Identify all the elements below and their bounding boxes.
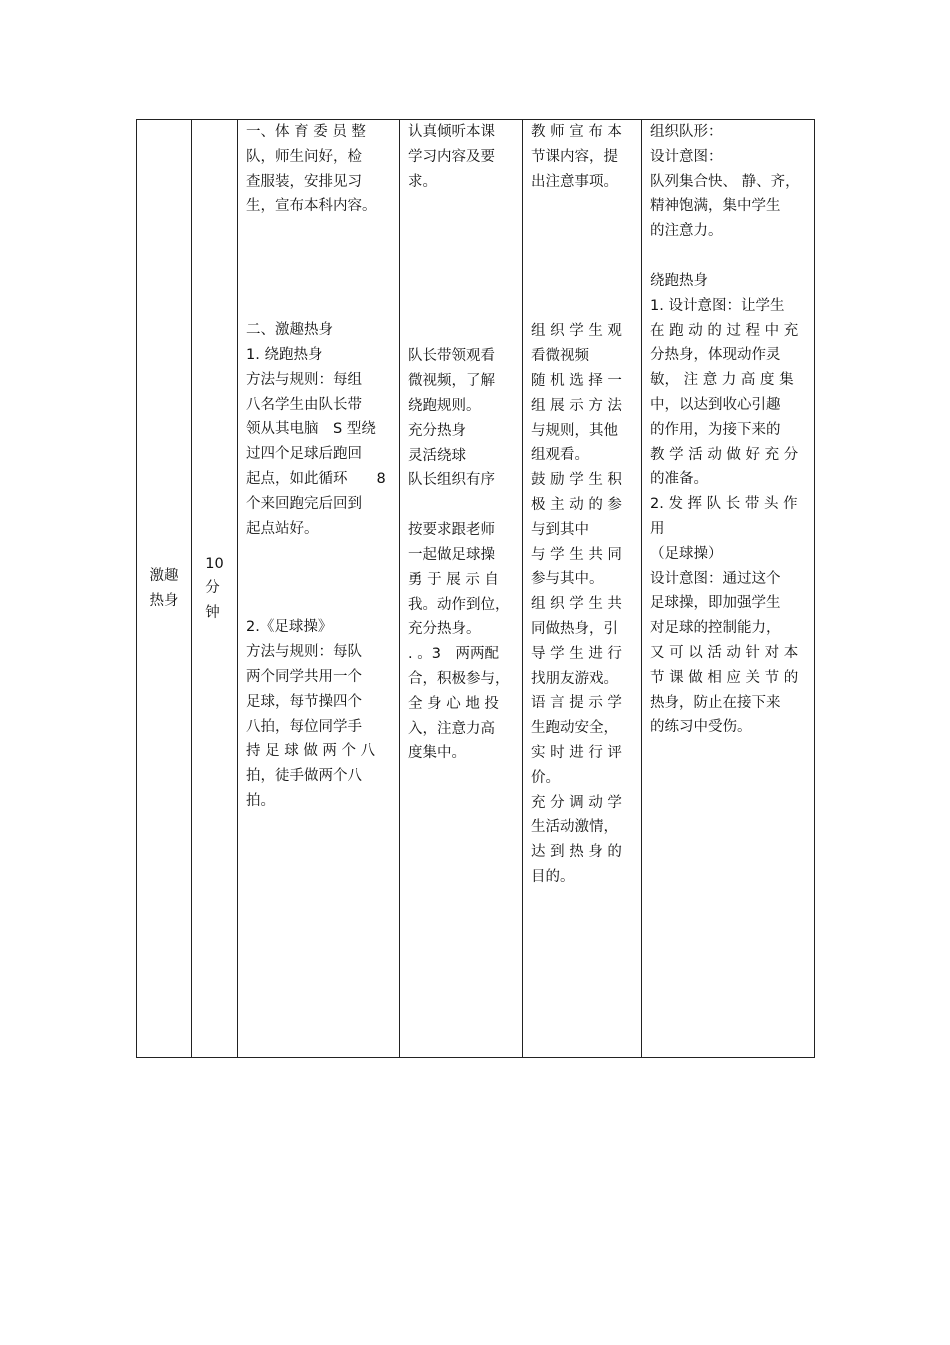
design-intent-cell bbox=[642, 120, 815, 1058]
student-warmup-text: 队长带领观看 微视频，了解 绕跑规则。 充分热身 灵活绕球 队长组织有序 bbox=[408, 348, 495, 489]
section-cell bbox=[137, 120, 192, 1058]
duration-label: 10 分 钟 bbox=[205, 555, 224, 621]
duration-cell bbox=[192, 120, 238, 1058]
intent-organization-text: 组织队形： 设计意图： 队列集合快、 静、齐， 精神饱满，集中学生 的注意力。 bbox=[650, 124, 800, 240]
teaching-content-cell bbox=[238, 120, 400, 1058]
teacher-assembly-text: 教 师 宣 布 本 节课内容，提 出注意事项。 bbox=[531, 124, 622, 190]
intent-warmup-text: 绕跑热身 1. 设计意图：让学生 在 跑 动 的 过 程 中 充 分热身，体现动作灵 敏， 注 意 力 高 度 集 中，以达到收心引趣 的作用，为接下来的 教 学 活 动 做 好 充 分 的准备。 2. 发 挥 队 长 带 头 作 用 （足球操） 设计意图：通过这个 足球操，即加强学生 对足球的控制能力， 又 可 以 活 动 针 对 本 节 课 做 相 应 关 节 的 热身，防止在接下来 的练习中受伤。 bbox=[650, 272, 799, 736]
teacher-activity-cell bbox=[523, 120, 642, 1058]
student-assembly-text: 认真倾听本课 学习内容及要 求。 bbox=[408, 124, 495, 190]
content-football-drill-text: 2.《足球操》 方法与规则：每队 两个同学共用一个 足球，每节操四个 八拍，每位同学手 持 足 球 做 两 个 八 拍，徒手做两个八 拍。 bbox=[246, 619, 376, 809]
lesson-plan-table bbox=[136, 119, 815, 1058]
content-assembly-text: 一、体 育 委 员 整 队，师生问好，检 查服装，安排见习 生，宣布本科内容。 bbox=[246, 124, 377, 215]
content-warmup-text: 二、激趣热身 1. 绕跑热身 方法与规则：每组 八名学生由队长带 领从其电脑 S 型绕 过四个足球后跑回 起点，如此循环 8 个来回跑完后回到 起点站好。 bbox=[246, 322, 386, 537]
student-football-drill-text: 按要求跟老师 一起做足球操 勇 于 展 示 自 我。动作到位， 充分热身。 . 。3 两两配 合，积极参与， 全 身 心 地 投 入，注意力高 度集中。 bbox=[408, 522, 510, 762]
section-label: 激趣 热身 bbox=[149, 567, 179, 609]
table-row bbox=[137, 120, 815, 1058]
student-activity-cell bbox=[400, 120, 523, 1058]
teacher-warmup-text: 组 织 学 生 观 看微视频 随 机 选 择 一 组 展 示 方 法 与规则，其他 组观看。 鼓 励 学 生 积 极 主 动 的 参 与到其中 与 学 生 共 同 参与其中。 组 织 学 生 共 同做热身，引 导 学 生 进 行 找朋友游戏。 语 言 提 示 学 生跑动安全， 实 时 进 行 评 价。 充 分 调 动 学 生活动激情， 达 到 热 身 的 目的。 bbox=[531, 323, 622, 885]
